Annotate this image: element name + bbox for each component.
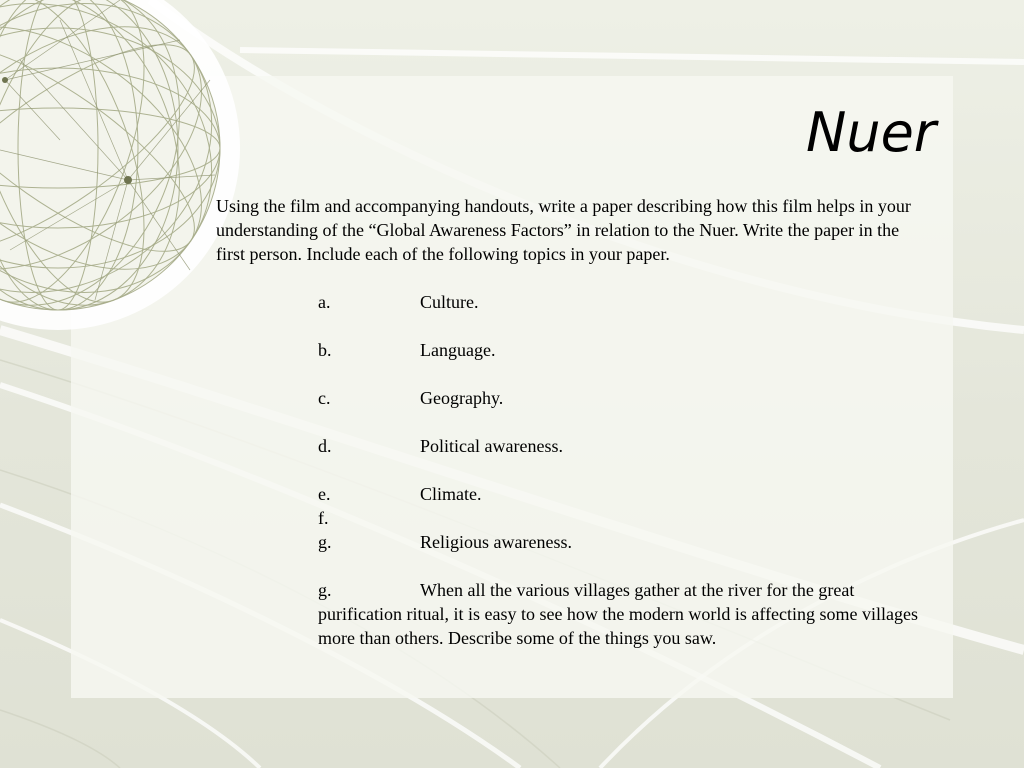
- list-item-text: Geography.: [420, 388, 504, 408]
- list-item: [318, 530, 928, 554]
- list-item: [318, 290, 928, 314]
- topics-list: [318, 290, 928, 650]
- list-marker: a.: [318, 292, 331, 312]
- instructions-paragraph: Using the film and accompanying handouts, write a paper describing how this film helps in your understanding of the “Global Awareness Factors” in relation to the Nuer. Write the paper in the first person. Include each of the following topics in your paper.: [216, 196, 911, 264]
- list-item: [318, 386, 928, 410]
- slide-title: Nuer: [805, 101, 936, 164]
- list-item-text: Language.: [420, 340, 496, 360]
- list-item: [318, 434, 928, 458]
- list-marker: g.: [318, 532, 332, 552]
- list-item-text: Political awareness.: [420, 436, 563, 456]
- list-item: [318, 338, 928, 362]
- list-marker: f.: [318, 508, 329, 528]
- list-item: [318, 506, 928, 530]
- list-item-text: When all the various villages gather at the river for the great purification ritual, it is easy to see how the modern world is affecting some villages more than others. Describe some of the things you saw.: [318, 580, 919, 648]
- list-item-text: Culture.: [420, 292, 479, 312]
- list-marker: c.: [318, 388, 331, 408]
- list-item: [318, 482, 928, 506]
- wireframe-globe-icon: [0, 0, 250, 330]
- list-item-text: Climate.: [420, 484, 482, 504]
- list-item-text: Religious awareness.: [420, 532, 572, 552]
- list-item: [318, 578, 928, 650]
- list-marker: d.: [318, 436, 332, 456]
- list-marker: g.: [318, 580, 332, 600]
- list-marker: b.: [318, 340, 332, 360]
- list-marker: e.: [318, 484, 331, 504]
- list-item-text: [420, 508, 425, 528]
